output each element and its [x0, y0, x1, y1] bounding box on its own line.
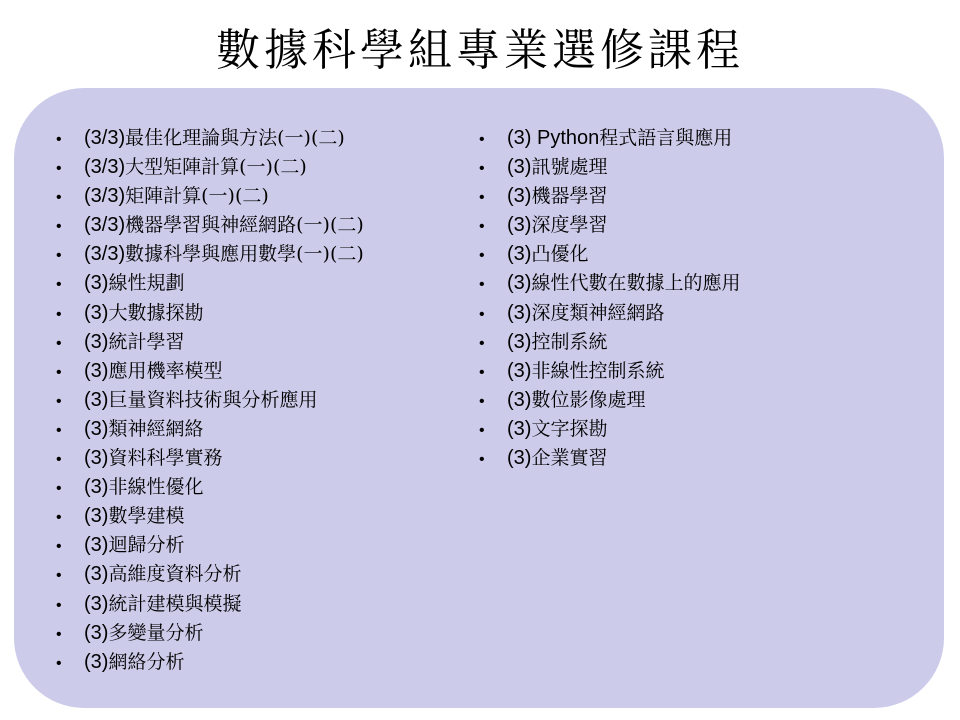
course-credits: (3)	[84, 447, 109, 470]
bullet-icon: •	[56, 218, 62, 236]
course-item	[56, 560, 364, 589]
bullet-icon: •	[56, 392, 62, 410]
bullet-icon: •	[56, 189, 62, 207]
course-name: 線性代數在數據上的應用	[531, 272, 741, 295]
course-item	[56, 502, 364, 531]
course-item	[56, 444, 364, 473]
bullet-icon: •	[479, 189, 485, 207]
course-name: 大數據探勘	[108, 301, 204, 324]
course-credits: (3/3)	[84, 185, 126, 208]
course-credits: (3)	[507, 301, 532, 324]
course-credits: (3)	[507, 447, 532, 470]
course-credits: (3/3)	[84, 127, 126, 149]
course-name: 企業實習	[531, 447, 608, 470]
bullet-icon: •	[56, 363, 62, 381]
course-credits: (3)	[84, 476, 109, 499]
course-name: 數據科學與應用數學(一)(二)	[125, 243, 364, 266]
course-name: 文字探勘	[531, 417, 608, 440]
course-name: 類神經網絡	[108, 417, 204, 440]
bullet-icon: •	[479, 276, 485, 294]
course-name: 數位影像處理	[531, 388, 646, 411]
bullet-icon: •	[479, 421, 485, 439]
course-credits: (3/3)	[84, 156, 126, 179]
course-name: 統計建模與模擬	[108, 592, 242, 615]
bullet-icon: •	[56, 538, 62, 556]
course-name: 深度學習	[531, 214, 608, 237]
course-item	[56, 386, 364, 415]
course-name: 非線性優化	[108, 476, 204, 499]
course-item	[56, 211, 364, 240]
bullet-icon: •	[479, 392, 485, 410]
bullet-icon: •	[56, 305, 62, 323]
course-credits: (3)	[507, 359, 532, 382]
course-item	[479, 240, 740, 269]
course-credits: (3)	[507, 185, 532, 208]
course-item	[479, 444, 740, 473]
course-credits: (3)	[84, 505, 109, 528]
bullet-icon: •	[56, 451, 62, 469]
course-item	[56, 153, 364, 182]
course-credits: (3)	[84, 272, 109, 295]
course-item	[56, 328, 364, 357]
course-item	[479, 328, 740, 357]
course-credits: (3)	[84, 417, 109, 440]
course-credits: (3)	[84, 330, 109, 353]
course-name: 高維度資料分析	[108, 563, 242, 586]
course-credits: (3)	[84, 563, 109, 586]
bullet-icon: •	[56, 334, 62, 352]
course-credits: (3)	[507, 156, 532, 179]
course-item	[479, 299, 740, 328]
course-name: 應用機率模型	[108, 359, 223, 382]
course-credits: (3)	[507, 417, 532, 440]
course-credits: (3)	[507, 330, 532, 353]
course-name: 迴歸分析	[108, 534, 185, 557]
bullet-icon: •	[479, 334, 485, 352]
bullet-icon: •	[56, 596, 62, 614]
right-course-list	[479, 124, 740, 473]
course-item	[56, 240, 364, 269]
bullet-icon: •	[56, 276, 62, 294]
course-credits: (3)	[84, 301, 109, 324]
course-name: 非線性控制系統	[531, 359, 665, 382]
bullet-icon: •	[479, 131, 485, 148]
course-credits: (3) Python	[507, 127, 600, 149]
course-item	[479, 269, 740, 298]
bullet-icon: •	[56, 567, 62, 585]
left-course-list	[56, 124, 364, 677]
course-item	[56, 415, 364, 444]
bullet-icon: •	[56, 131, 62, 148]
course-name: 程式語言與應用	[599, 127, 733, 149]
course-credits: (3/3)	[84, 243, 126, 266]
course-credits: (3/3)	[84, 214, 126, 237]
page-title: 數據科學組專業選修課程	[216, 25, 744, 76]
course-name: 統計學習	[108, 330, 185, 353]
bullet-icon: •	[479, 451, 485, 469]
course-item	[56, 299, 364, 328]
course-panel	[14, 88, 944, 708]
course-item	[56, 648, 364, 677]
course-credits: (3)	[84, 534, 109, 557]
bullet-icon: •	[56, 247, 62, 265]
course-item	[56, 590, 364, 619]
course-name: 線性規劃	[108, 272, 185, 295]
course-credits: (3)	[84, 592, 109, 615]
course-item	[56, 124, 364, 153]
course-name: 訊號處理	[531, 156, 608, 179]
course-item	[56, 619, 364, 648]
course-name: 最佳化理論與方法(一)(二)	[125, 127, 345, 149]
course-name: 深度類神經網路	[531, 301, 665, 324]
course-name: 控制系統	[531, 330, 608, 353]
course-credits: (3)	[84, 359, 109, 382]
course-name: 機器學習與神經網路(一)(二)	[125, 214, 364, 237]
course-item	[479, 386, 740, 415]
course-item	[479, 182, 740, 211]
bullet-icon: •	[56, 509, 62, 527]
bullet-icon: •	[479, 218, 485, 236]
course-credits: (3)	[84, 388, 109, 411]
course-name: 凸優化	[531, 243, 589, 266]
course-item	[479, 357, 740, 386]
course-name: 數學建模	[108, 505, 185, 528]
course-credits: (3)	[84, 650, 109, 673]
course-item	[56, 182, 364, 211]
course-name: 多變量分析	[108, 621, 204, 644]
bullet-icon: •	[479, 160, 485, 178]
course-item	[479, 124, 740, 153]
bullet-icon: •	[56, 480, 62, 498]
course-name: 資料科學實務	[108, 447, 223, 470]
course-name: 機器學習	[531, 185, 608, 208]
course-item	[479, 415, 740, 444]
course-item	[56, 473, 364, 502]
course-item	[479, 211, 740, 240]
course-credits: (3)	[84, 621, 109, 644]
course-name: 大型矩陣計算(一)(二)	[125, 156, 307, 179]
course-item	[56, 531, 364, 560]
course-name: 巨量資料技術與分析應用	[108, 388, 318, 411]
bullet-icon: •	[479, 247, 485, 265]
course-item	[56, 357, 364, 386]
course-credits: (3)	[507, 214, 532, 237]
bullet-icon: •	[56, 654, 62, 672]
course-credits: (3)	[507, 243, 532, 266]
course-item	[56, 269, 364, 298]
bullet-icon: •	[56, 160, 62, 178]
bullet-icon: •	[56, 625, 62, 643]
course-item	[479, 153, 740, 182]
bullet-icon: •	[479, 305, 485, 323]
course-credits: (3)	[507, 388, 532, 411]
course-credits: (3)	[507, 272, 532, 295]
course-name: 矩陣計算(一)(二)	[125, 185, 269, 208]
course-name: 網絡分析	[108, 650, 185, 673]
bullet-icon: •	[479, 363, 485, 381]
bullet-icon: •	[56, 421, 62, 439]
